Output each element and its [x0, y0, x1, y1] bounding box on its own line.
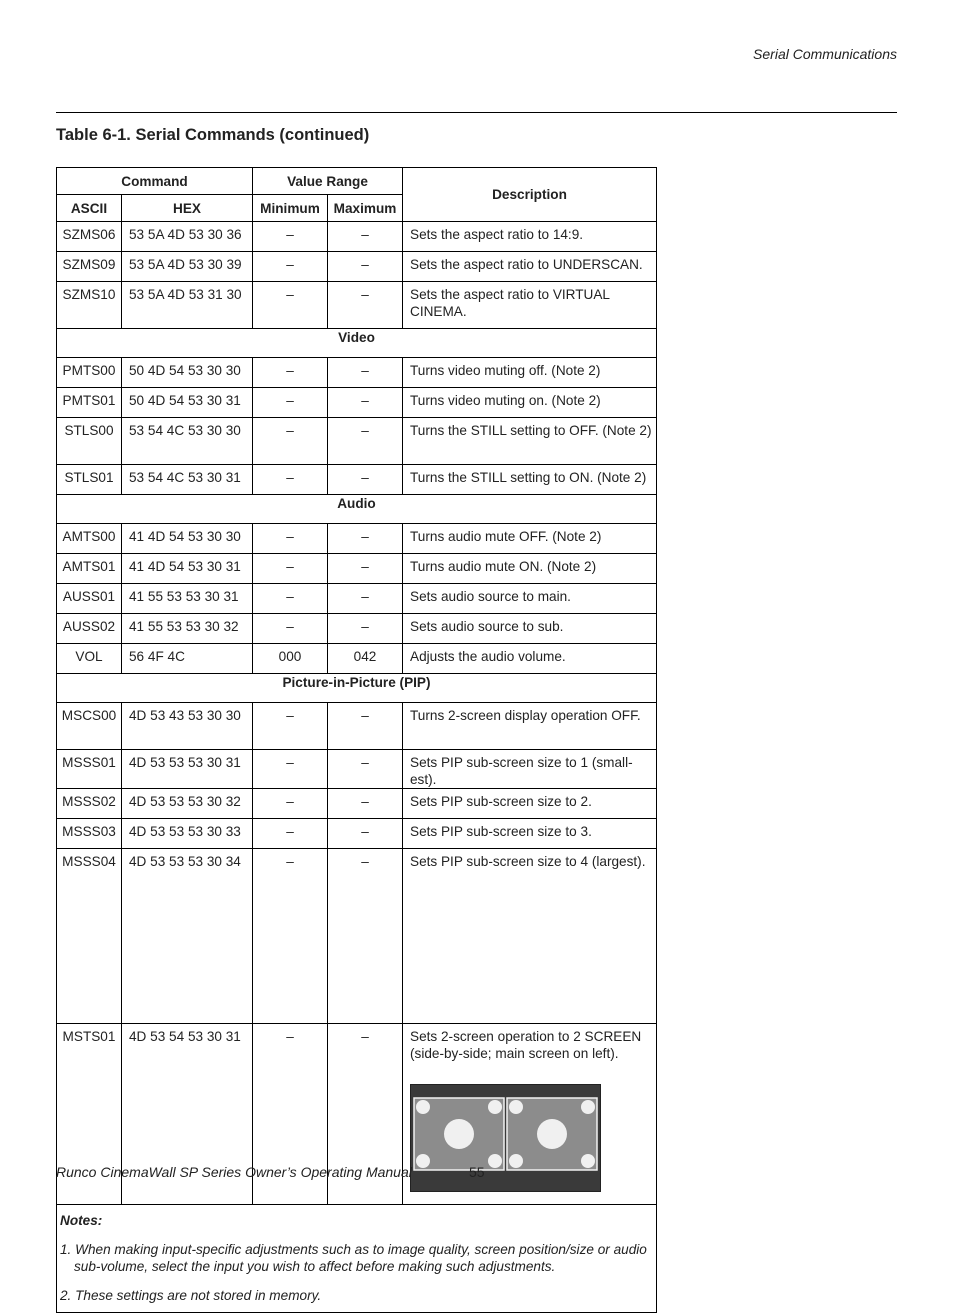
sub-corner-circle [509, 1100, 523, 1114]
description-cell [403, 750, 657, 789]
ascii-cell [57, 789, 122, 819]
description-cell-text: Turns 2-screen display operation OFF. [410, 708, 641, 723]
maximum-cell [328, 554, 403, 584]
section-row [57, 329, 657, 358]
minimum-cell-text: – [286, 794, 294, 809]
maximum-cell-text: – [361, 257, 369, 272]
main-corner-circle [416, 1100, 430, 1114]
maximum-cell [328, 524, 403, 554]
minimum-cell-text: – [286, 824, 294, 839]
maximum-cell-text: – [361, 589, 369, 604]
header-description: Description [403, 168, 657, 222]
ascii-cell-text: MSSS04 [62, 854, 116, 869]
sub-corner-circle [581, 1154, 595, 1168]
maximum-cell [328, 644, 403, 674]
main-corner-circle [416, 1154, 430, 1168]
description-cell [403, 252, 657, 282]
sub-corner-circle [581, 1100, 595, 1114]
ascii-cell [57, 222, 122, 252]
description-cell [403, 554, 657, 584]
table-row [57, 418, 657, 465]
maximum-cell [328, 750, 403, 789]
maximum-cell [328, 819, 403, 849]
header-minimum: Minimum [253, 195, 328, 222]
ascii-cell [57, 418, 122, 465]
maximum-cell-text: 042 [353, 649, 377, 664]
maximum-cell-text: – [361, 824, 369, 839]
header-hex: HEX [122, 195, 253, 222]
sub-corner-circle [509, 1154, 523, 1168]
minimum-cell [253, 789, 328, 819]
sub-center-circle [537, 1119, 567, 1149]
maximum-cell [328, 418, 403, 465]
hex-cell-text: 41 55 53 53 30 32 [129, 619, 239, 634]
ascii-cell-text: MSSS02 [62, 794, 116, 809]
hex-cell-text: 53 5A 4D 53 30 36 [129, 227, 242, 242]
table-row [57, 644, 657, 674]
maximum-cell-text: – [361, 619, 369, 634]
maximum-cell [328, 703, 403, 750]
maximum-cell [328, 584, 403, 614]
minimum-cell-text: – [286, 755, 294, 770]
minimum-cell [253, 358, 328, 388]
description-cell [403, 584, 657, 614]
header-rule [56, 112, 897, 113]
hex-cell-text: 50 4D 54 53 30 30 [129, 363, 241, 378]
section-heading: Video [57, 329, 657, 358]
maximum-cell-text: – [361, 708, 369, 723]
hex-cell [122, 252, 253, 282]
table-body [57, 222, 657, 1205]
table-title: Table 6-1. Serial Commands (continued) [56, 126, 370, 144]
ascii-cell [57, 849, 122, 1024]
hex-cell [122, 789, 253, 819]
minimum-cell-text: – [286, 423, 294, 438]
footer-manual-title: Runco CinemaWall SP Series Owner’s Operating Manual [56, 1164, 412, 1180]
maximum-cell [328, 222, 403, 252]
description-cell-text: Sets the aspect ratio to 14:9. [410, 227, 584, 242]
main-corner-circle [488, 1100, 502, 1114]
ascii-cell-text: SZMS09 [62, 257, 116, 272]
maximum-cell [328, 614, 403, 644]
ascii-cell [57, 644, 122, 674]
description-cell-text: Sets PIP sub-screen size to 4 (largest). [410, 854, 646, 869]
table-row [57, 819, 657, 849]
description-cell-text: Sets the aspect ratio to VIRTUAL CINEMA. [410, 287, 610, 319]
maximum-cell-text: – [361, 423, 369, 438]
description-cell-text: Sets 2-screen operation to 2 SCREEN (side-by-side; main screen on left). [410, 1029, 642, 1061]
ascii-cell [57, 819, 122, 849]
minimum-cell [253, 465, 328, 495]
description-cell [403, 282, 657, 329]
maximum-cell-text: – [361, 393, 369, 408]
minimum-cell [253, 849, 328, 1024]
ascii-cell-text: AMTS01 [62, 559, 116, 574]
description-cell [403, 222, 657, 252]
description-cell-text: Turns the STILL setting to ON. (Note 2) [410, 470, 647, 485]
notes-title: Notes: [60, 1213, 103, 1228]
description-cell-text: Sets the aspect ratio to UNDERSCAN. [410, 257, 643, 272]
description-cell-text: Sets PIP sub-screen size to 3. [410, 824, 592, 839]
hex-cell [122, 819, 253, 849]
ascii-cell-text: STLS00 [64, 423, 114, 438]
running-header: Serial Communications [753, 46, 897, 62]
ascii-cell [57, 554, 122, 584]
description-cell-text: Sets audio source to main. [410, 589, 571, 604]
note-2: 2. These settings are not stored in memory. [60, 1288, 322, 1303]
description-cell-text: Sets audio source to sub. [410, 619, 564, 634]
minimum-cell [253, 554, 328, 584]
hex-cell-text: 4D 53 53 53 30 32 [129, 794, 241, 809]
minimum-cell-text: – [286, 708, 294, 723]
maximum-cell-text: – [361, 363, 369, 378]
hex-cell [122, 849, 253, 1024]
table-row [57, 849, 657, 1024]
table-row [57, 789, 657, 819]
minimum-cell [253, 584, 328, 614]
table-row [57, 703, 657, 750]
ascii-cell [57, 358, 122, 388]
hex-cell [122, 222, 253, 252]
ascii-cell-text: MSTS01 [62, 1029, 116, 1044]
description-cell-text: Sets PIP sub-screen size to 2. [410, 794, 592, 809]
main-corner-circle [488, 1154, 502, 1168]
section-row [57, 674, 657, 703]
main-center-circle [444, 1119, 474, 1149]
maximum-cell [328, 789, 403, 819]
hex-cell-text: 4D 53 54 53 30 31 [129, 1029, 241, 1044]
section-row [57, 495, 657, 524]
table-row [57, 388, 657, 418]
ascii-cell-text: SZMS10 [62, 287, 116, 302]
hex-cell-text: 53 5A 4D 53 31 30 [129, 287, 242, 302]
minimum-cell-text: – [286, 559, 294, 574]
ascii-cell-text: PMTS01 [62, 393, 116, 408]
section-heading: Picture-in-Picture (PIP) [57, 674, 657, 703]
ascii-cell-text: VOL [75, 649, 103, 664]
description-cell-text: Turns video muting off. (Note 2) [410, 363, 601, 378]
ascii-cell-text: STLS01 [64, 470, 114, 485]
maximum-cell-text: – [361, 529, 369, 544]
ascii-cell [57, 388, 122, 418]
description-cell-text: Turns audio mute ON. (Note 2) [410, 559, 597, 574]
minimum-cell-text: – [286, 529, 294, 544]
hex-cell [122, 388, 253, 418]
ascii-cell-text: MSSS01 [62, 755, 116, 770]
maximum-cell [328, 388, 403, 418]
maximum-cell [328, 282, 403, 329]
hex-cell-text: 4D 53 53 53 30 31 [129, 755, 241, 770]
hex-cell [122, 282, 253, 329]
maximum-cell-text: – [361, 794, 369, 809]
header-value-range: Value Range [253, 168, 403, 195]
description-cell [403, 388, 657, 418]
description-cell [403, 418, 657, 465]
hex-cell [122, 584, 253, 614]
minimum-cell [253, 418, 328, 465]
minimum-cell [253, 819, 328, 849]
minimum-cell [253, 388, 328, 418]
ascii-cell-text: MSCS00 [61, 708, 117, 723]
maximum-cell-text: – [361, 854, 369, 869]
minimum-cell-text: 000 [278, 649, 302, 664]
maximum-cell [328, 849, 403, 1024]
hex-cell-text: 56 4F 4C [129, 649, 185, 664]
hex-cell [122, 644, 253, 674]
maximum-cell-text: – [361, 1029, 369, 1044]
description-cell-text: Sets PIP sub-screen size to 1 (small-est). [410, 755, 633, 787]
hex-cell-text: 41 4D 54 53 30 31 [129, 559, 241, 574]
minimum-cell [253, 222, 328, 252]
table-row [57, 358, 657, 388]
table-row [57, 554, 657, 584]
table-row [57, 524, 657, 554]
minimum-cell [253, 703, 328, 750]
ascii-cell [57, 703, 122, 750]
minimum-cell-text: – [286, 257, 294, 272]
hex-cell [122, 703, 253, 750]
description-cell [403, 358, 657, 388]
hex-cell-text: 41 55 53 53 30 31 [129, 589, 239, 604]
minimum-cell-text: – [286, 393, 294, 408]
header-maximum: Maximum [328, 195, 403, 222]
section-heading: Audio [57, 495, 657, 524]
description-cell [403, 849, 657, 1024]
minimum-cell [253, 644, 328, 674]
hex-cell [122, 554, 253, 584]
page-number: 55 [469, 1164, 485, 1180]
description-cell-text: Turns video muting on. (Note 2) [410, 393, 601, 408]
note-1: 1. When making input-specific adjustments such as to image quality, screen position/size or audio sub-volume, select the input you wish to affect before making such adjustments. [60, 1242, 647, 1274]
minimum-cell [253, 614, 328, 644]
minimum-cell-text: – [286, 1029, 294, 1044]
maximum-cell-text: – [361, 559, 369, 574]
minimum-cell-text: – [286, 854, 294, 869]
ascii-cell-text: SZMS06 [62, 227, 116, 242]
minimum-cell [253, 750, 328, 789]
header-ascii: ASCII [57, 195, 122, 222]
maximum-cell-text: – [361, 755, 369, 770]
table-row [57, 614, 657, 644]
ascii-cell-text: AMTS00 [62, 529, 116, 544]
header-command: Command [57, 168, 253, 195]
ascii-cell [57, 282, 122, 329]
description-cell [403, 819, 657, 849]
minimum-cell-text: – [286, 589, 294, 604]
hex-cell [122, 358, 253, 388]
minimum-cell [253, 252, 328, 282]
ascii-cell-text: AUSS01 [62, 589, 116, 604]
ascii-cell-text: PMTS00 [62, 363, 116, 378]
hex-cell-text: 4D 53 53 53 30 33 [129, 824, 241, 839]
minimum-cell-text: – [286, 287, 294, 302]
hex-cell-text: 53 5A 4D 53 30 39 [129, 257, 242, 272]
hex-cell-text: 4D 53 43 53 30 30 [129, 708, 241, 723]
description-cell-text: Adjusts the audio volume. [410, 649, 566, 664]
two-screen-diagram [410, 1084, 601, 1192]
maximum-cell [328, 465, 403, 495]
maximum-cell [328, 358, 403, 388]
maximum-cell [328, 252, 403, 282]
hex-cell-text: 4D 53 53 53 30 34 [129, 854, 241, 869]
description-cell-text: Turns audio mute OFF. (Note 2) [410, 529, 602, 544]
table-row [57, 584, 657, 614]
minimum-cell [253, 282, 328, 329]
ascii-cell-text: AUSS02 [62, 619, 116, 634]
hex-cell-text: 50 4D 54 53 30 31 [129, 393, 241, 408]
minimum-cell-text: – [286, 619, 294, 634]
description-cell [403, 465, 657, 495]
description-cell [403, 644, 657, 674]
hex-cell-text: 41 4D 54 53 30 30 [129, 529, 241, 544]
minimum-cell [253, 524, 328, 554]
maximum-cell-text: – [361, 227, 369, 242]
hex-cell [122, 418, 253, 465]
description-cell [403, 789, 657, 819]
table-row [57, 282, 657, 329]
hex-cell [122, 465, 253, 495]
description-cell [403, 1024, 657, 1205]
description-cell [403, 703, 657, 750]
minimum-cell-text: – [286, 227, 294, 242]
table-row [57, 252, 657, 282]
hex-cell [122, 614, 253, 644]
description-cell [403, 614, 657, 644]
notes-cell [57, 1205, 657, 1313]
ascii-cell [57, 750, 122, 789]
hex-cell [122, 524, 253, 554]
table-row [57, 465, 657, 495]
description-cell [403, 524, 657, 554]
ascii-cell [57, 252, 122, 282]
ascii-cell [57, 584, 122, 614]
table-row [57, 750, 657, 789]
ascii-cell [57, 524, 122, 554]
ascii-cell [57, 465, 122, 495]
description-cell-text: Turns the STILL setting to OFF. (Note 2) [410, 423, 652, 438]
serial-commands-table [56, 167, 657, 1313]
maximum-cell-text: – [361, 287, 369, 302]
minimum-cell-text: – [286, 470, 294, 485]
hex-cell-text: 53 54 4C 53 30 30 [129, 423, 241, 438]
minimum-cell-text: – [286, 363, 294, 378]
table-row [57, 222, 657, 252]
hex-cell [122, 750, 253, 789]
hex-cell-text: 53 54 4C 53 30 31 [129, 470, 241, 485]
ascii-cell-text: MSSS03 [62, 824, 116, 839]
maximum-cell-text: – [361, 470, 369, 485]
ascii-cell [57, 614, 122, 644]
